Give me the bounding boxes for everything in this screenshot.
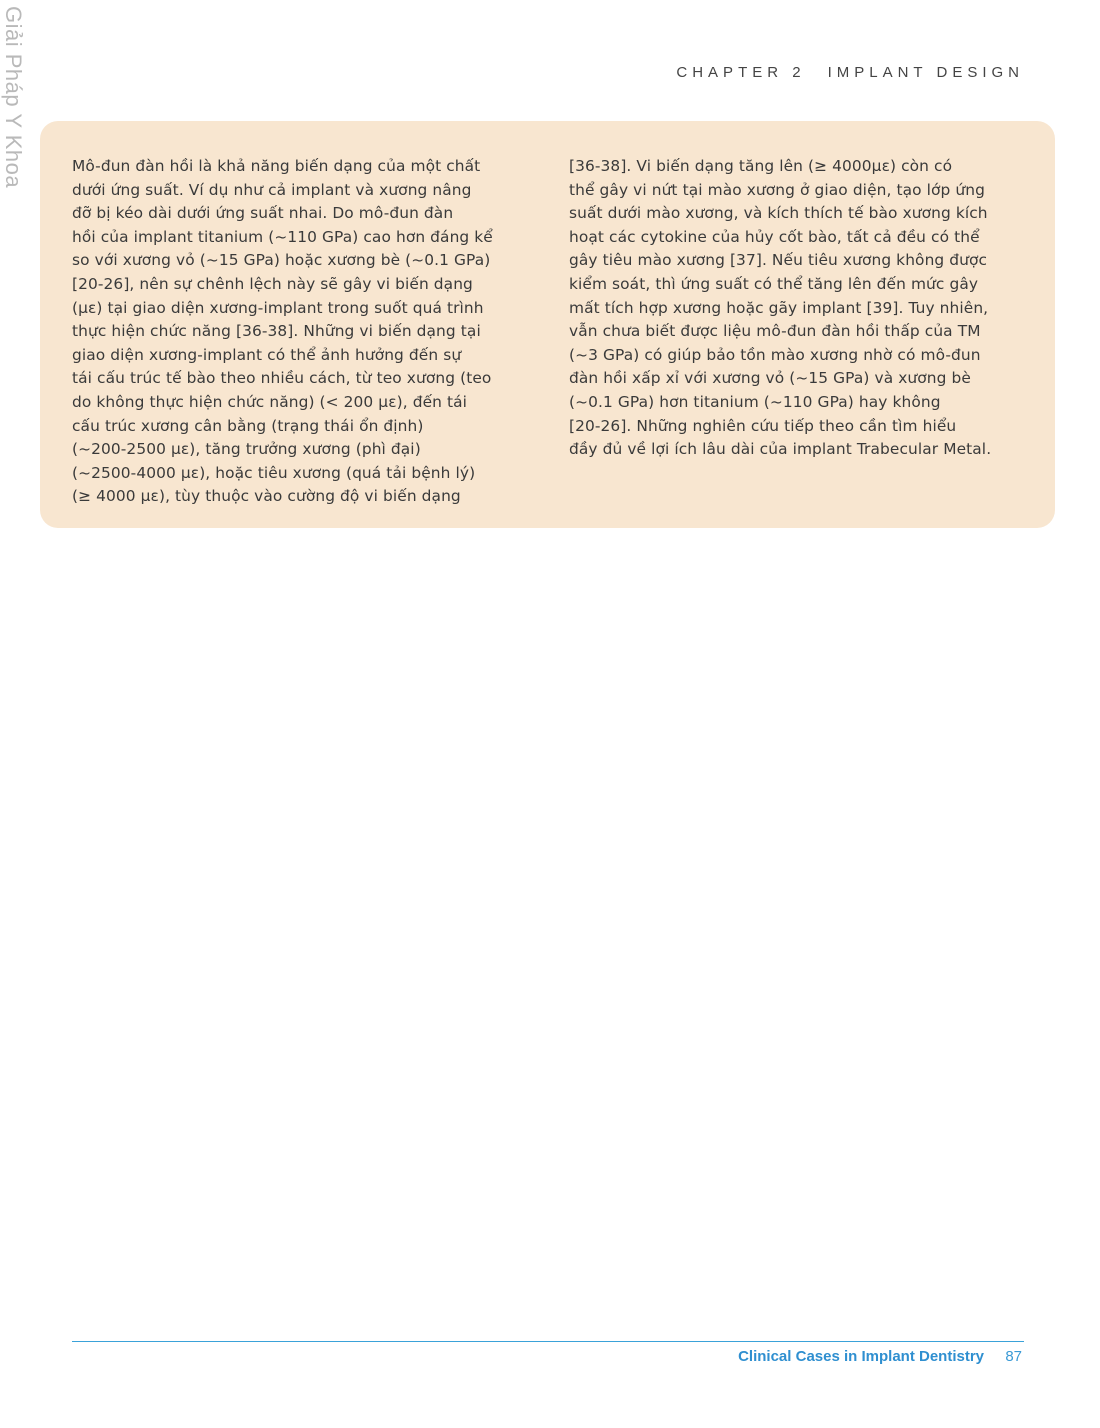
text-line: (~3 GPa) có giúp bảo tồn mào xương nhờ có mô-đun (569, 345, 981, 364)
text-line: gây tiêu mào xương [37]. Nếu tiêu xương không được (569, 251, 988, 270)
footer-rule (72, 1341, 1024, 1342)
text-line: tái cấu trúc tế bào theo nhiều cách, từ teo xương (teo (72, 369, 492, 388)
text-line: đỡ bị kéo dài dưới ứng suất nhai. Do mô-đun đàn (72, 204, 454, 223)
text-line: thực hiện chức năng [36-38]. Những vi biến dạng tại (72, 322, 481, 341)
running-header (676, 64, 1024, 81)
text-line: [20-26], nên sự chênh lệch này sẽ gây vi biến dạng (72, 274, 473, 293)
chapter-label: CHAPTER 2 (676, 64, 806, 81)
watermark (0, 6, 26, 196)
text-line: vẫn chưa biết được liệu mô-đun đàn hồi thấp của TM (569, 322, 981, 341)
chapter-title: IMPLANT DESIGN (827, 64, 1024, 81)
text-line: kiểm soát, thì ứng suất có thể tăng lên đến mức gây (569, 274, 979, 293)
page-number: 87 (1005, 1348, 1022, 1365)
text-line: [20-26]. Những nghiên cứu tiếp theo cần tìm hiểu (569, 416, 957, 435)
text-line: đầy đủ về lợi ích lâu dài của implant Trabecular Metal. (569, 440, 992, 459)
left-text-column (72, 155, 527, 509)
text-line: suất dưới mào xương, và kích thích tế bào xương kích (569, 204, 988, 223)
text-line: giao diện xương-implant có thể ảnh hưởng đến sự (72, 345, 462, 364)
right-text-column (569, 155, 1017, 462)
text-line: hồi của implant titanium (~110 GPa) cao hơn đáng kể (72, 227, 493, 246)
watermark-text: Giải Pháp Y Khoa (1, 6, 26, 189)
text-line: [36-38]. Vi biến dạng tăng lên (≥ 4000με) còn có (569, 157, 953, 175)
text-line: mất tích hợp xương hoặc gãy implant [39]. Tuy nhiên, (569, 298, 989, 317)
text-line: (με) tại giao diện xương-implant trong suốt quá trình (72, 298, 484, 317)
text-line: (~2500-4000 με), hoặc tiêu xương (quá tải bệnh lý) (72, 463, 476, 482)
footer-book-title: Clinical Cases in Implant Dentistry (738, 1348, 984, 1365)
text-line: cấu trúc xương cân bằng (trạng thái ổn định) (72, 416, 424, 435)
text-line: do không thực hiện chức năng) (< 200 με), đến tái (72, 392, 468, 411)
text-line: thể gây vi nứt tại mào xương ở giao diện, tạo lớp ứng (569, 180, 985, 199)
text-line: đàn hồi xấp xỉ với xương vỏ (~15 GPa) và xương bè (569, 369, 971, 388)
text-line: Mô-đun đàn hồi là khả năng biến dạng của một chất (72, 157, 481, 175)
text-line: so với xương vỏ (~15 GPa) hoặc xương bè (~0.1 GPa) (72, 251, 491, 270)
text-line: (~0.1 GPa) hơn titanium (~110 GPa) hay không (569, 392, 941, 411)
text-line: dưới ứng suất. Ví dụ như cả implant và xương nâng (72, 180, 472, 199)
text-line: hoạt các cytokine của hủy cốt bào, tất cả đều có thể (569, 227, 980, 246)
text-line: (≥ 4000 με), tùy thuộc vào cường độ vi biến dạng (72, 487, 461, 506)
text-line: (~200-2500 με), tăng trưởng xương (phì đại) (72, 440, 421, 459)
